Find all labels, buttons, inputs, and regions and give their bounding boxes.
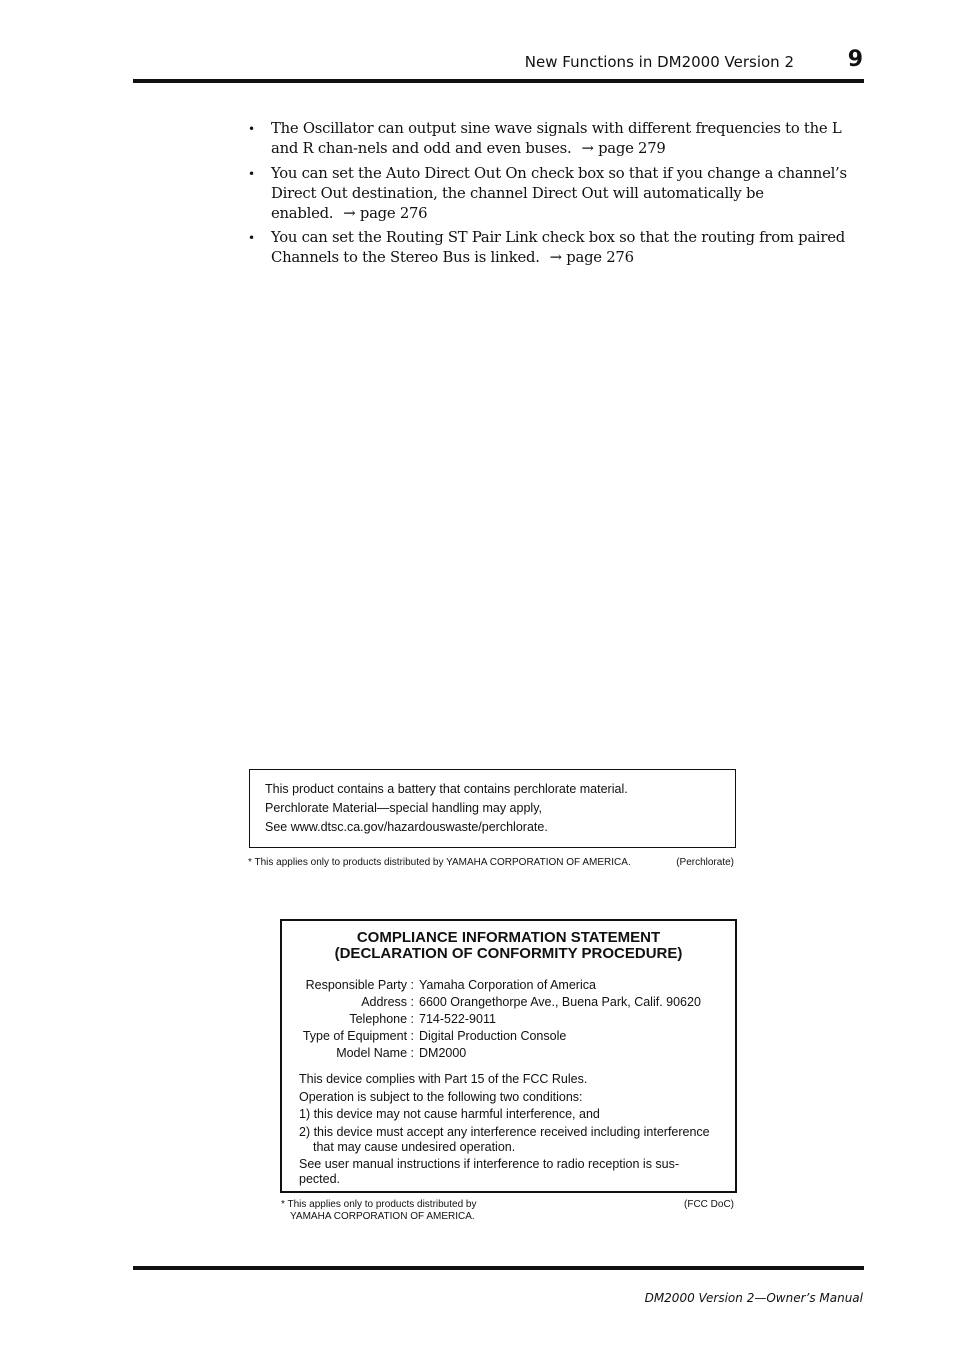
field-label: Address : [361, 995, 414, 1009]
fcc-conditions-intro: Operation is subject to the following two conditions: [299, 1090, 583, 1104]
bullet-marker: • [248, 122, 255, 136]
perchlorate-line: This product contains a battery that contains perchlorate material. [265, 782, 628, 796]
fcc-condition-2: 2) this device must accept any interference received including interference [299, 1125, 710, 1139]
perchlorate-footnote: * This applies only to products distributed by YAMAHA CORPORATION OF AMERICA. [248, 857, 631, 868]
field-label: Responsible Party : [305, 978, 414, 992]
perchlorate-line: Perchlorate Material—special handling may apply, [265, 801, 542, 815]
field-value: 714-522-9011 [419, 1012, 496, 1026]
footer-rule [133, 1266, 864, 1270]
footer-title: DM2000 Version 2—Owner’s Manual [644, 1291, 863, 1305]
fcc-statement: This device complies with Part 15 of the FCC Rules. [299, 1072, 588, 1086]
field-label: Type of Equipment : [302, 1029, 414, 1043]
page-reference-link[interactable]: → page 276 [549, 249, 634, 266]
compliance-statement-box [280, 919, 737, 1193]
fcc-see-manual-cont: pected. [299, 1172, 341, 1186]
list-item-text: The Oscillator can output sine wave signals with different frequencies to the L and R chan-nels and odd and even buses. [271, 120, 842, 157]
list-item [248, 228, 862, 268]
page-reference-link[interactable]: → page 276 [343, 204, 428, 222]
compliance-footnote-line: YAMAHA CORPORATION OF AMERICA. [290, 1211, 475, 1222]
fcc-doc-tag: (FCC DoC) [684, 1199, 734, 1210]
page-number: 9 [847, 47, 863, 72]
compliance-footnote-line: * This applies only to products distributed by [281, 1199, 477, 1210]
bullet-marker: • [248, 166, 255, 181]
fcc-see-manual: See user manual instructions if interference to radio reception is sus- [299, 1157, 680, 1171]
fcc-condition-1: 1) this device may not cause harmful interference, and [299, 1107, 600, 1121]
compliance-footnote [281, 1199, 476, 1223]
perchlorate-line: See www.dtsc.ca.gov/hazardouswaste/perchlorate. [265, 820, 548, 834]
compliance-subtitle: (DECLARATION OF CONFORMITY PROCEDURE) [334, 945, 683, 962]
field-value: 6600 Orangethorpe Ave., Buena Park, Calif. 90620 [419, 995, 701, 1009]
field-label: Model Name : [336, 1046, 414, 1060]
field-value: Digital Production Console [419, 1029, 567, 1043]
compliance-title: COMPLIANCE INFORMATION STATEMENT [356, 929, 661, 946]
field-value: DM2000 [419, 1046, 467, 1060]
list-item-text: You can set the Routing ST Pair Link check box so that the routing from paired Channels to the Stereo Bus is linked. [271, 229, 845, 266]
header-rule [133, 79, 864, 83]
feature-list [248, 119, 862, 273]
list-item-text: You can set the Auto Direct Out On check box so that if you change a channel’s Direct Out destination, the channel Direct Out will automatically be enabled. [271, 164, 847, 222]
field-label: Telephone : [349, 1012, 414, 1026]
list-item [248, 119, 862, 159]
field-value: Yamaha Corporation of America [419, 978, 596, 992]
list-item [248, 164, 862, 224]
page-reference-link[interactable]: → page 279 [581, 140, 666, 157]
perchlorate-tag: (Perchlorate) [676, 857, 734, 868]
fcc-condition-2-cont: that may cause undesired operation. [313, 1140, 516, 1154]
header-title: New Functions in DM2000 Version 2 [524, 53, 794, 71]
perchlorate-notice-box [249, 769, 736, 848]
bullet-marker: • [248, 231, 255, 245]
